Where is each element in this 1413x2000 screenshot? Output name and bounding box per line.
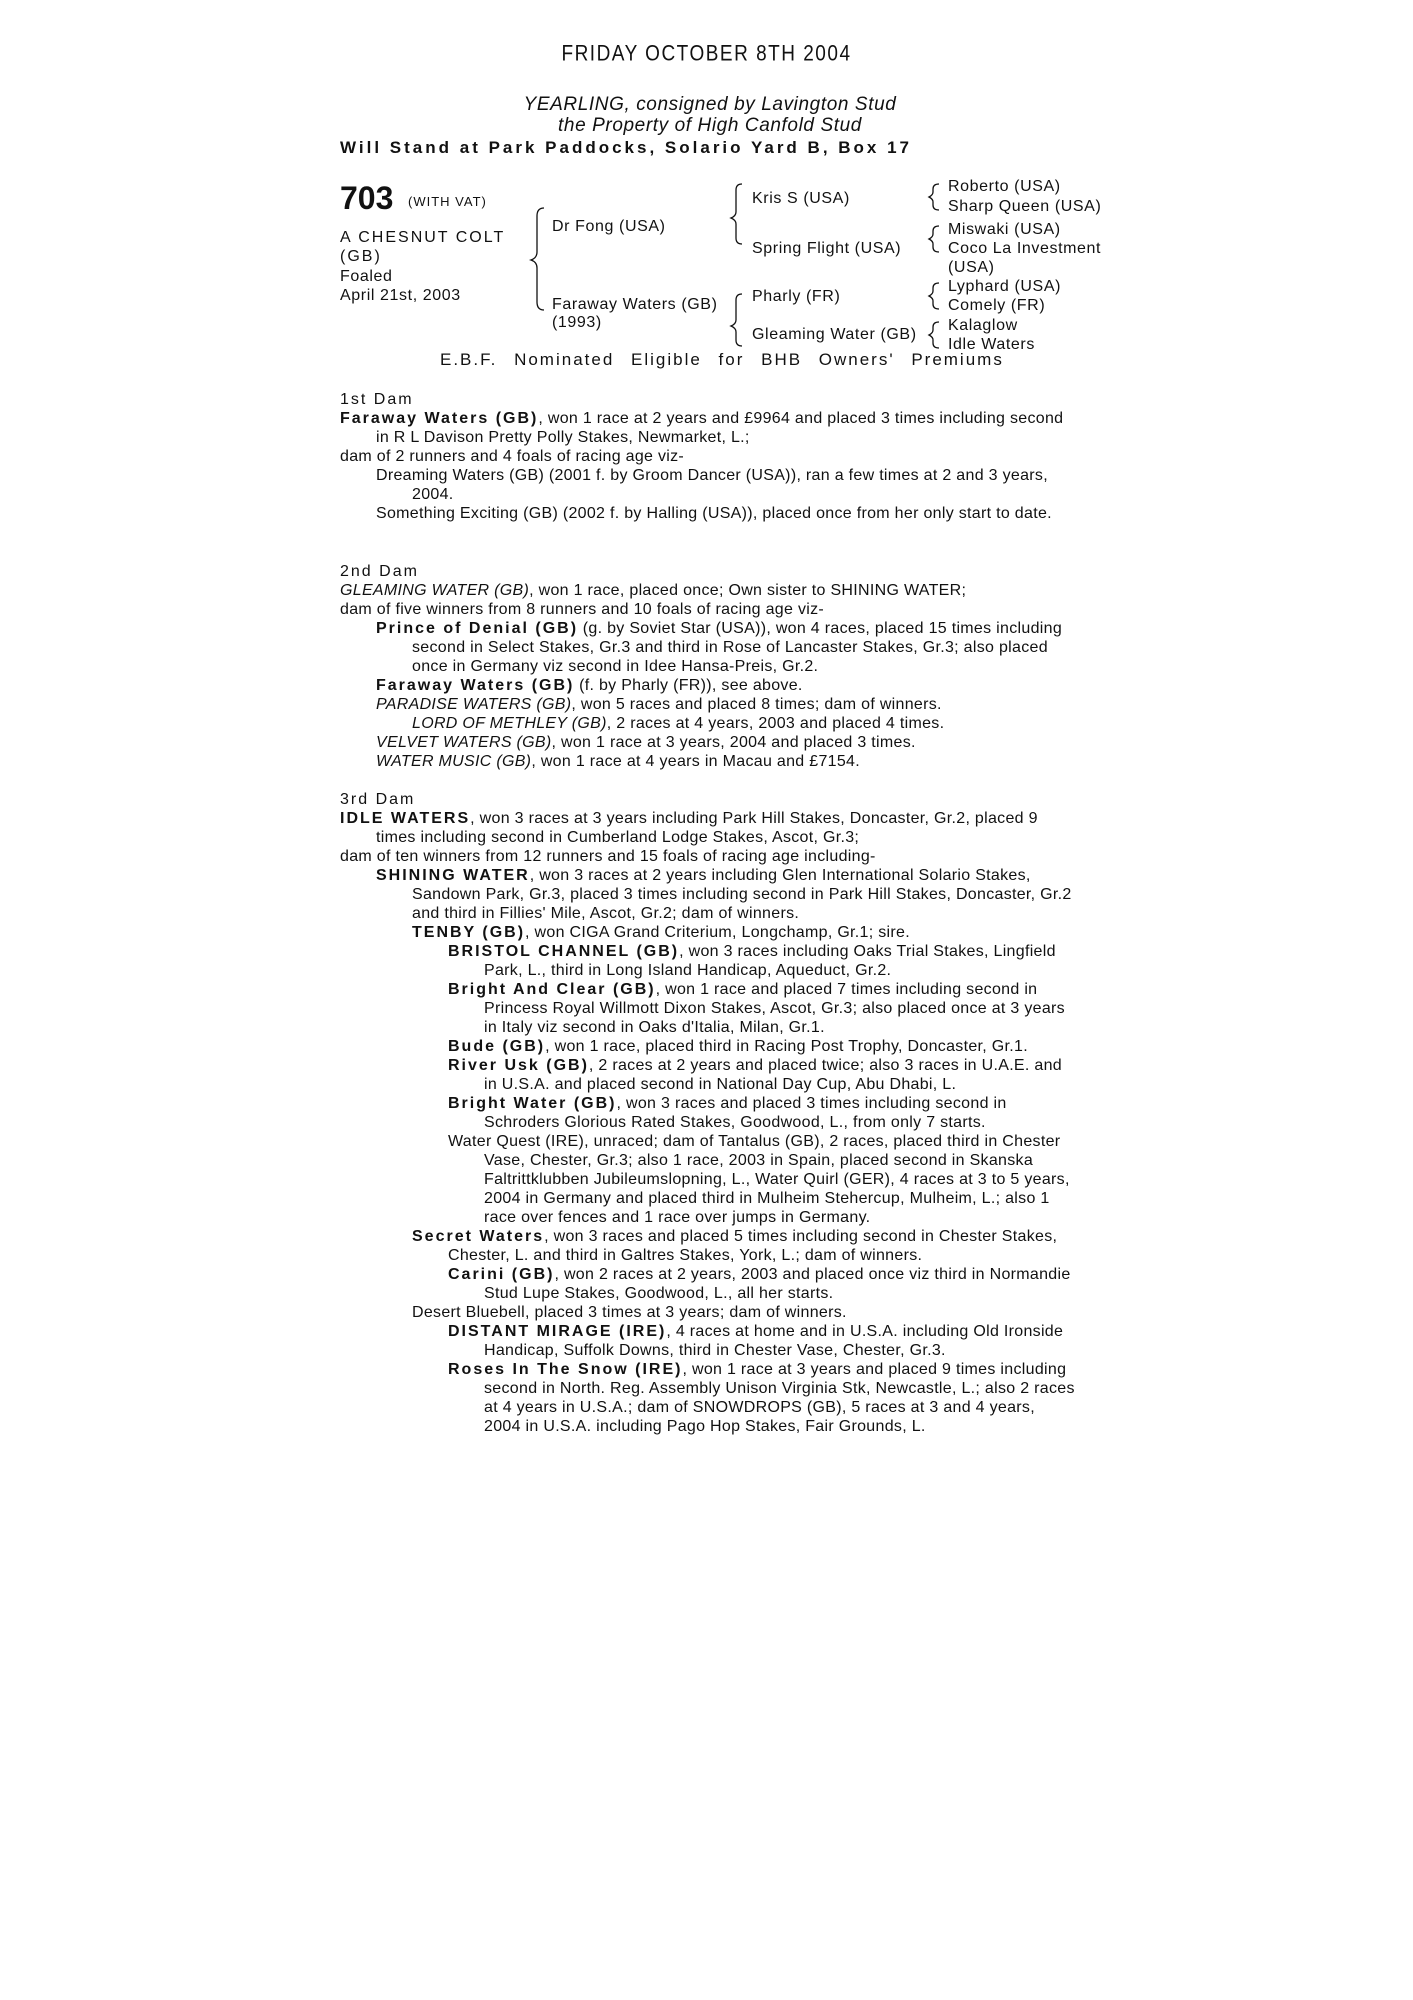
second-dam-heading: 2nd Dam	[340, 563, 419, 580]
produce-entry: BRISTOL CHANNEL (GB), won 3 races including Oaks Trial Stakes, Lingfield Park, L., third in Long Island Handicap, Aqueduct, Gr.2.	[448, 943, 1056, 979]
consignment-line-1: YEARLING, consigned by Lavington Stud	[523, 94, 897, 115]
produce-entry: Secret Waters, won 3 races and placed 5 times including second in Chester Stakes, Chester, L. and third in Galtres Stakes, York, L.; dam of winners.	[412, 1228, 1058, 1264]
produce-entry: DISTANT MIRAGE (IRE), 4 races at home and in U.S.A. including Old Ironside Handicap, Suffolk Downs, third in Chester Vase, Chester, Gr.3.	[448, 1323, 1064, 1359]
stand-location: Will Stand at Park Paddocks, Solario Yard B, Box 17	[340, 138, 913, 157]
third-dam-produce-summary: dam of ten winners from 12 runners and 15 foals of racing age including-	[340, 848, 876, 865]
foaled-label: Foaled	[340, 268, 393, 285]
pedigree-dam-sire: Pharly (FR)	[752, 288, 841, 305]
produce-entry: Bright And Clear (GB), won 1 race and placed 7 times including second in Princess Royal Willmott Dixon Stakes, Ascot, Gr.3; also placed once at 3 years in Italy viz second in Oaks d'Italia, Milan, Gr.1.	[448, 981, 1065, 1036]
pedigree-dsd: Comely (FR)	[948, 297, 1046, 314]
pedigree-sdd-line-2: (USA)	[948, 259, 995, 276]
pedigree-sire-sire: Kris S (USA)	[752, 190, 850, 207]
pedigree-ddd: Idle Waters	[948, 336, 1035, 353]
pedigree-ssd: Sharp Queen (USA)	[948, 198, 1102, 215]
first-dam-name: Faraway Waters (GB)	[340, 410, 539, 427]
lot-number: 703	[340, 180, 394, 216]
first-dam-section	[340, 390, 1075, 523]
first-dam-record	[340, 409, 1075, 447]
pedigree-sire-dam: Spring Flight (USA)	[752, 240, 902, 257]
produce-entry: River Usk (GB), 2 races at 2 years and placed twice; also 3 races in U.A.E. and in U.S.A. and placed second in National Day Cup, Abu Dhabi, L.	[448, 1057, 1062, 1093]
third-dam-heading: 3rd Dam	[340, 791, 416, 808]
second-dam-record	[340, 581, 1075, 600]
pedigree-dds: Kalaglow	[948, 317, 1018, 334]
pedigree-sss: Roberto (USA)	[948, 178, 1061, 195]
third-dam-text: , won 3 races at 3 years including Park Hill Stakes, Doncaster, Gr.2, placed 9 times including second in Cumberland Lodge Stakes, Ascot, Gr.3;	[376, 810, 1038, 846]
third-dam-record	[340, 809, 1075, 847]
produce-entry: PARADISE WATERS (GB), won 5 races and placed 8 times; dam of winners.	[376, 696, 942, 713]
horse-name-line-1: A CHESNUT COLT	[340, 229, 506, 246]
first-dam-produce-item: Something Exciting (GB) (2002 f. by Halling (USA)), placed once from her only start to date.	[376, 505, 1052, 522]
second-dam-produce-summary: dam of five winners from 8 runners and 10 foals of racing age viz-	[340, 601, 825, 618]
horse-name-line-2: (GB)	[340, 248, 382, 265]
pedigree-dam-line-1: Faraway Waters (GB)	[552, 296, 718, 313]
second-dam-text: , won 1 race, placed once; Own sister to SHINING WATER;	[529, 582, 967, 599]
foaled-date: April 21st, 2003	[340, 287, 461, 304]
produce-entry: LORD OF METHLEY (GB), 2 races at 4 years, 2003 and placed 4 times.	[412, 715, 945, 732]
produce-entry: Bude (GB), won 1 race, placed third in Racing Post Trophy, Doncaster, Gr.1.	[448, 1038, 1028, 1055]
third-dam-name: IDLE WATERS	[340, 810, 471, 827]
first-dam-heading: 1st Dam	[340, 391, 414, 408]
first-dam-produce-summary: dam of 2 runners and 4 foals of racing age viz-	[340, 448, 685, 465]
produce-entry: VELVET WATERS (GB), won 1 race at 3 years, 2004 and placed 3 times.	[376, 734, 916, 751]
consignment-line-2: the Property of High Canfold Stud	[558, 115, 862, 136]
third-dam-section	[340, 790, 1075, 1436]
produce-entry: WATER MUSIC (GB), won 1 race at 4 years in Macau and £7154.	[376, 753, 860, 770]
pedigree-sds: Miswaki (USA)	[948, 221, 1061, 238]
pedigree-dam-dam: Gleaming Water (GB)	[752, 326, 917, 343]
vat-note: (WITH VAT)	[408, 194, 487, 209]
sale-date: FRIDAY OCTOBER 8TH 2004	[561, 42, 852, 67]
produce-entry: Prince of Denial (GB) (g. by Soviet Star (USA)), won 4 races, placed 15 times including second in Select Stakes, Gr.3 and third in Rose of Lancaster Stakes, Gr.3; also placed once in Germany viz second in Idee Hansa-Preis, Gr.2.	[376, 620, 1063, 675]
produce-entry: Water Quest (IRE), unraced; dam of Tantalus (GB), 2 races, placed third in Chester Vase, Chester, Gr.3; also 1 race, 2003 in Spain, placed second in Skanska Faltrittklubben Jubileumslopning, L., Water Quirl (GER), 4 races at 3 to 5 years, 2004 in Germany and placed third in Mulheim Stehercup, Mulheim, L.; also 1 race over fences and 1 race over jumps in Germany.	[448, 1133, 1070, 1226]
pedigree-dss: Lyphard (USA)	[948, 278, 1062, 295]
second-dam-name: GLEAMING WATER (GB)	[340, 582, 530, 599]
produce-entry: Faraway Waters (GB) (f. by Pharly (FR)), see above.	[376, 677, 803, 694]
pedigree-sdd-line-1: Coco La Investment	[948, 240, 1102, 257]
produce-entry: Bright Water (GB), won 3 races and placed 3 times including second in Schroders Glorious Rated Stakes, Goodwood, L., from only 7 starts.	[448, 1095, 1007, 1131]
second-dam-section	[340, 562, 1075, 771]
produce-entry: Desert Bluebell, placed 3 times at 3 years; dam of winners.	[412, 1304, 847, 1321]
ebf-eligibility: E.B.F. Nominated Eligible for BHB Owners' Premiums	[440, 350, 1004, 369]
first-dam-text: , won 1 race at 2 years and £9964 and placed 3 times including second in R L Davison Pretty Polly Stakes, Newmarket, L.;	[376, 410, 1064, 446]
pedigree-dam-line-2: (1993)	[552, 314, 602, 331]
produce-entry: TENBY (GB), won CIGA Grand Criterium, Longchamp, Gr.1; sire.	[412, 924, 910, 941]
first-dam-produce-item: Dreaming Waters (GB) (2001 f. by Groom Dancer (USA)), ran a few times at 2 and 3 years, 2004.	[376, 467, 1048, 503]
pedigree-sire: Dr Fong (USA)	[552, 218, 666, 235]
produce-entry: Carini (GB), won 2 races at 2 years, 2003 and placed once viz third in Normandie Stud Lupe Stakes, Goodwood, L., all her starts.	[448, 1266, 1071, 1302]
produce-entry: Roses In The Snow (IRE), won 1 race at 3 years and placed 9 times including second in North. Reg. Assembly Unison Virginia Stk, Newcastle, L.; also 2 races at 4 years in U.S.A.; dam of SNOWDROPS (GB), 5 races at 3 and 4 years, 2004 in U.S.A. including Pago Hop Stakes, Fair Grounds, L.	[448, 1361, 1075, 1435]
produce-entry: SHINING WATER, won 3 races at 2 years including Glen International Solario Stakes, Sandown Park, Gr.3, placed 3 times including second in Park Hill Stakes, Doncaster, Gr.2 and third in Fillies' Mile, Ascot, Gr.2; dam of winners.	[376, 867, 1072, 922]
